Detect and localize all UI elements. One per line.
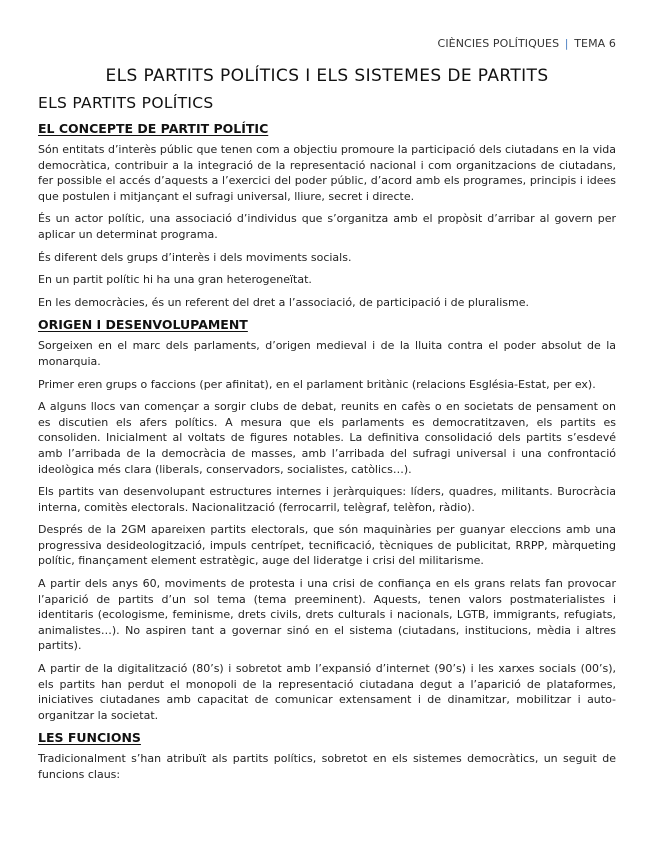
origin-paragraph-2: Primer eren grups o faccions (per afinitat), en el parlament britànic (relacions Església-Estat, per ex).	[38, 377, 596, 391]
document-page	[38, 36, 616, 783]
concept-paragraph-5: En les democràcies, és un referent del dret a l’associació, de participació i de pluralisme.	[38, 295, 529, 309]
concept-paragraph-3: És diferent dels grups d’interès i dels moviments socials.	[38, 250, 352, 264]
header-subject: CIÈNCIES POLÍTIQUES	[437, 37, 560, 50]
document-title: ELS PARTITS POLÍTICS I ELS SISTEMES DE PARTITS	[105, 66, 549, 86]
origin-paragraph-5: Després de la 2GM apareixen partits electorals, que són maquinàries per guanyar eleccions amb una progressiva desideologització, impuls centrípet, tecnificació, tècniques de publicitat, RRPP, màrqueting polític, finançament element estratègic, auge del lideratge i crisi del militarisme.	[38, 523, 616, 568]
origin-paragraph-7: A partir de la digitalització (80’s) i sobretot amb l’expansió d’internet (90’s) i les xarxes socials (00’s), els partits han perdut el monopoli de la representació ciutadana degut a l’aparició de plataformes, iniciatives ciutadanes amb capacitat de comunicar extensament i de dinamitzar, mobilitzar i auto-organitzar la societat.	[38, 662, 616, 722]
concept-paragraph-1: Són entitats d’interès públic que tenen com a objectiu promoure la participació dels ciutadans en la vida democràtica, contribuir a la integració de la representació nacional i com organitzacions de ciutadans, fer possible el accés d’aquests a l’exercici del poder públic, d’acord amb els programes, principis i idees que postulen i mitjançant el sufragi universal, lliure, secret i directe.	[38, 143, 616, 203]
section-title: ELS PARTITS POLÍTICS	[38, 94, 214, 112]
header-separator: |	[564, 37, 569, 50]
origin-paragraph-1: Sorgeixen en el marc dels parlaments, d’origen medieval i de la lluita contra el poder absolut de la monarquia.	[38, 339, 616, 368]
running-header	[38, 36, 616, 52]
concept-paragraph-4: En un partit polític hi ha una gran heterogeneïtat.	[38, 273, 312, 287]
header-topic: TEMA 6	[574, 37, 616, 50]
functions-heading: LES FUNCIONS	[38, 730, 141, 746]
origin-paragraph-3: A alguns llocs van començar a sorgir clubs de debat, reunits en cafès o en societats de pensament on es discutien els afers polítics. A mesura que els parlaments es democratitzaven, els partits es consoliden. Inicialment al voltats de figures notables. La definitiva consolidació dels partits s’esdevé amb l’arribada de la democràcia de masses, amb l’arribada del sufragi universal i una confrontació ideològica més clara (liberals, conservadors, socialistes, catòlics…).	[38, 400, 616, 476]
functions-paragraph-1: Tradicionalment s’han atribuït als partits polítics, sobretot en els sistemes democràtics, un seguit de funcions claus:	[38, 752, 616, 781]
concept-paragraph-2: És un actor polític, una associació d’individus que s’organitza amb el propòsit d’arribar al govern per aplicar un determinat programa.	[38, 212, 616, 241]
origin-paragraph-4: Els partits van desenvolupant estructures internes i jeràrquiques: líders, quadres, militants. Burocràcia interna, comitès electorals. Nacionalització (ferrocarril, telègraf, telèfon, ràdio).	[38, 485, 616, 514]
origin-heading: ORIGEN I DESENVOLUPAMENT	[38, 317, 248, 333]
concept-heading: EL CONCEPTE DE PARTIT POLÍTIC	[38, 121, 269, 136]
origin-paragraph-6: A partir dels anys 60, moviments de protesta i una crisi de confiança en els grans relats fan provocar l’aparició de partits d’un sol tema (tema preeminent). Aquests, tenen valors postmaterialistes i identitaris (ecologisme, feminisme, drets civils, drets culturals i nacionals, LGTB, immigrants, refugiats, animalistes…). No aspiren tant a governar sinó en el sistema (ciutadans, institucions, mèdia i altres partits).	[38, 577, 616, 653]
